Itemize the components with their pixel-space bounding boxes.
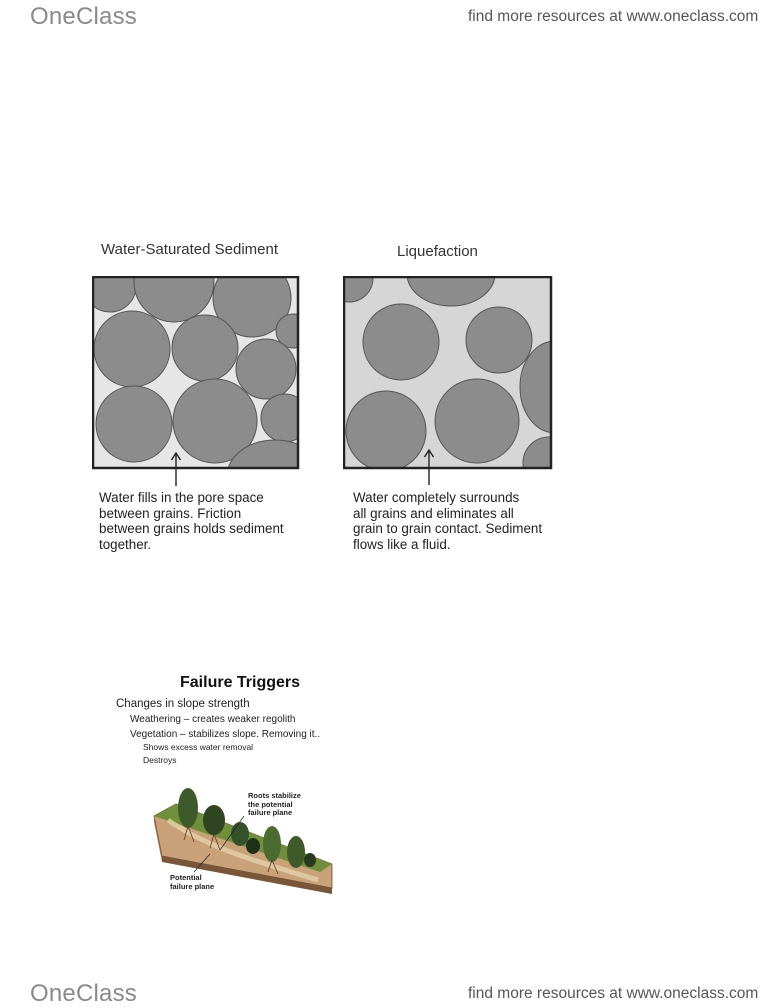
figure-left-caption: Water fills in the pore space between grains. Friction between grains holds sediment together. [99, 490, 284, 552]
figure-right-title: Liquefaction [397, 243, 478, 260]
slide-title: Failure Triggers [180, 674, 301, 691]
oneclass-logo-footer[interactable] [30, 980, 137, 1008]
grain [346, 391, 426, 470]
grain [435, 379, 519, 463]
figure-right-caption: Water completely surrounds all grains and eliminates all grain to grain contact. Sediment flows like a fluid. [353, 490, 543, 552]
header-resources-link[interactable]: find more resources at www.oneclass.com [468, 8, 759, 25]
oneclass-logo[interactable] [30, 3, 137, 31]
bullet-weathering: Weathering – creates weaker regolith [130, 714, 296, 725]
grain [172, 315, 238, 381]
arrow-up-icon [170, 450, 182, 488]
bullet-destroys: Destroys [143, 755, 177, 765]
footer-resources-link[interactable]: find more resources at www.oneclass.com [468, 985, 759, 1002]
grain [96, 386, 172, 462]
failure-plane-label: Potential failure plane [170, 873, 215, 891]
bullet-vegetation: Vegetation – stabilizes slope. Removing it.. [130, 729, 321, 740]
grain [94, 311, 170, 387]
oneclass-logo-text: OneClass [30, 980, 137, 1007]
saturated-sediment-diagram [92, 276, 300, 470]
liquefaction-diagram [343, 276, 553, 470]
grain [466, 307, 532, 373]
arrow-up-icon [423, 447, 435, 487]
oneclass-logo-text: OneClass [30, 3, 137, 30]
roots-label: Roots stabilize the potential failure plane [248, 791, 301, 817]
figure-left-title: Water-Saturated Sediment [101, 241, 279, 258]
bullet-water-removal: Shows excess water removal [143, 742, 254, 752]
grain [363, 304, 439, 380]
bullet-level-1: Changes in slope strength [116, 698, 250, 710]
grain [236, 339, 296, 399]
